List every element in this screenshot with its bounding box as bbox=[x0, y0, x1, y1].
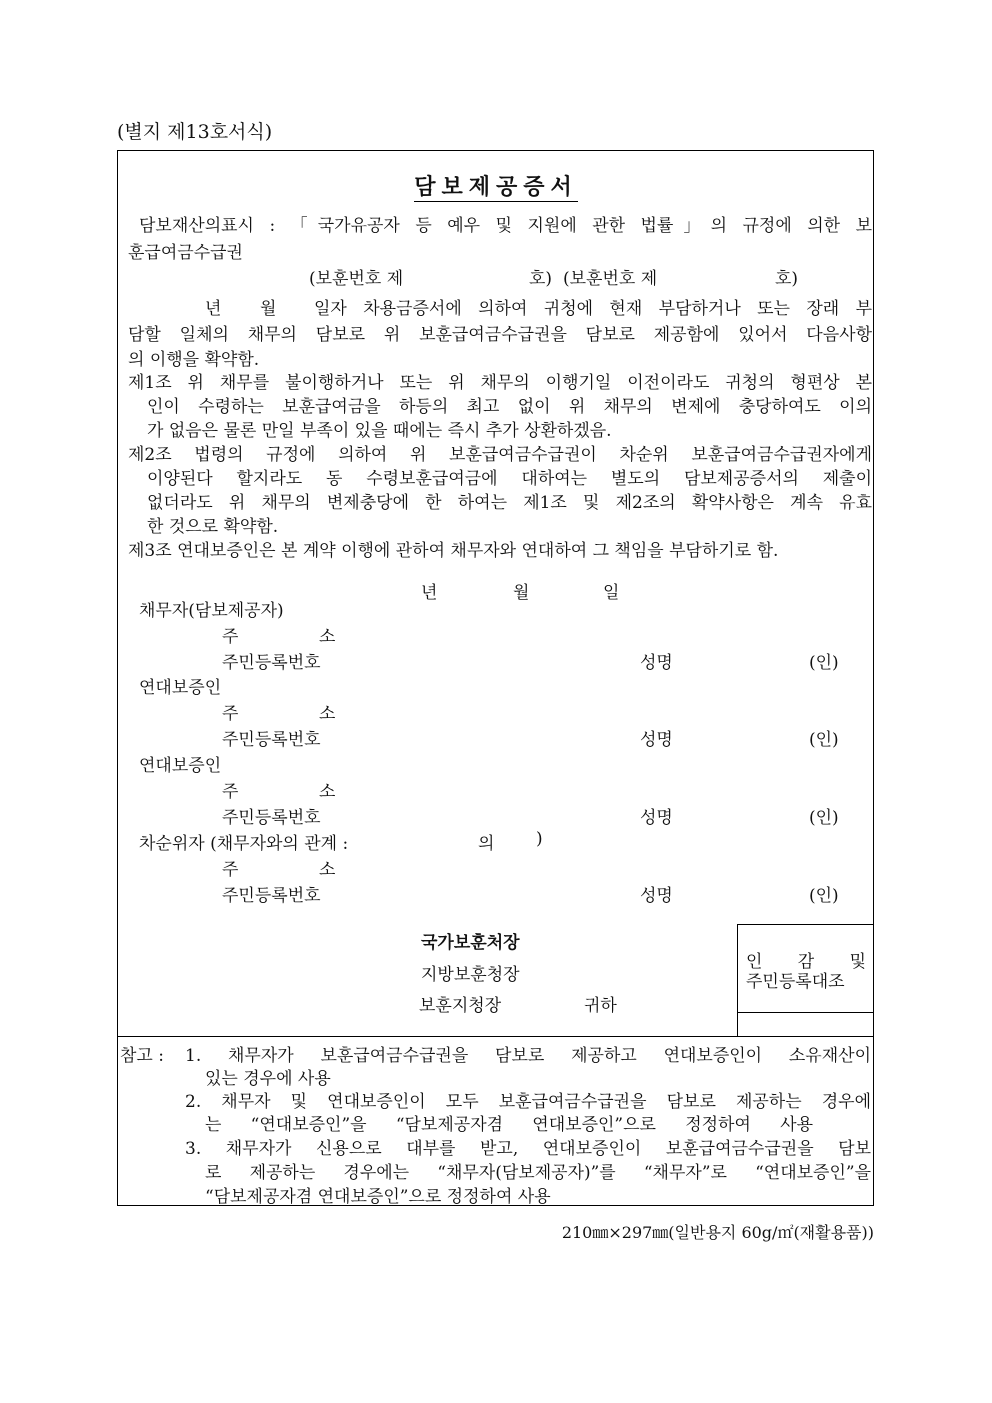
guarantor-1-address-label-b: 소 bbox=[319, 704, 336, 724]
note-3-line-1: 3. 채무자가 신용으로 대부를 받고, 연대보증인이 보훈급여금수급권을 담보 bbox=[185, 1139, 871, 1159]
note-3-line-3: “담보제공자겸 연대보증인”으로 정정하여 사용 bbox=[205, 1187, 551, 1207]
property-line-2: 훈급여금수급권 bbox=[128, 243, 243, 263]
guarantor-2-seal: (인) bbox=[809, 808, 839, 828]
guarantor-2-id-label: 주민등록번호 bbox=[222, 808, 321, 828]
next-in-line-relation-of: 의 bbox=[478, 834, 495, 854]
seal-box-mid bbox=[737, 1012, 874, 1013]
addressee-branch: 보훈지청장 bbox=[419, 996, 502, 1016]
addressee-ministry: 국가보훈처장 bbox=[421, 933, 520, 953]
note-2-line-2: 는 “연대보증인”을 “담보제공자겸 연대보증인”으로 정정하여 사용 bbox=[205, 1115, 813, 1135]
date-day: 일 bbox=[603, 583, 620, 603]
next-in-line-seal: (인) bbox=[809, 886, 839, 906]
guarantor-1-seal: (인) bbox=[809, 730, 839, 750]
date-year: 년 bbox=[421, 583, 438, 603]
paper-size-note: 210㎜×297㎜(일반용지 60g/㎡(재활용품)) bbox=[561, 1223, 874, 1242]
note-3-line-2: 로 제공하는 경우에는 “채무자(담보제공자)”를 “채무자”로 “연대보증인”을 bbox=[205, 1163, 871, 1183]
next-in-line-relation-close: ) bbox=[536, 829, 543, 849]
next-in-line-name-label: 성명 bbox=[640, 886, 673, 906]
article-1-line-3: 가 없음은 물론 만일 부족이 있을 때에는 즉시 추가 상환하겠음. bbox=[147, 421, 612, 441]
guarantor-2-name-label: 성명 bbox=[640, 808, 673, 828]
guarantor-2-address-label-a: 주 bbox=[222, 782, 239, 802]
guarantor-1-address-label-a: 주 bbox=[222, 704, 239, 724]
form-number-label: (별지 제13호서식) bbox=[117, 121, 273, 143]
addressee-regional: 지방보훈청장 bbox=[421, 965, 520, 985]
guarantor-1-name-label: 성명 bbox=[640, 730, 673, 750]
addressee-suffix: 귀하 bbox=[584, 996, 617, 1016]
article-3: 제3조 연대보증인은 본 계약 이행에 관하여 채무자와 연대하여 그 책임을 부담하기로 함. bbox=[128, 541, 779, 561]
bohun-number-b: (보훈번호 제 bbox=[563, 269, 658, 289]
bohun-number-a: (보훈번호 제 bbox=[309, 269, 404, 289]
debtor-heading: 채무자(담보제공자) bbox=[139, 601, 284, 621]
debtor-id-label: 주민등록번호 bbox=[222, 653, 321, 673]
next-in-line-address-label-b: 소 bbox=[319, 860, 336, 880]
article-2-line-3: 없더라도 위 채무의 변제충당에 한 하여는 제1조 및 제2조의 확약사항은 계속 유효 bbox=[147, 493, 872, 513]
guarantor-1-id-label: 주민등록번호 bbox=[222, 730, 321, 750]
intro-line-2: 담할 일체의 채무의 담보로 위 보훈급여금수급권을 담보로 제공함에 있어서 다음사항 bbox=[128, 325, 872, 345]
guarantor-2-heading: 연대보증인 bbox=[139, 756, 222, 776]
guarantor-2-address-label-b: 소 bbox=[319, 782, 336, 802]
debtor-seal: (인) bbox=[809, 653, 839, 673]
article-2-line-2: 이양된다 할지라도 동 수령보훈급여금에 대하여는 별도의 담보제공증서의 제출이 bbox=[147, 469, 872, 489]
article-2-line-1: 제2조 법령의 규정에 의하여 위 보훈급여금수급권이 차순위 보훈급여금수급권자에게 bbox=[128, 445, 872, 465]
debtor-address-label-a: 주 bbox=[222, 627, 239, 647]
next-in-line-id-label: 주민등록번호 bbox=[222, 886, 321, 906]
notes-separator bbox=[117, 1036, 874, 1037]
guarantor-1-heading: 연대보증인 bbox=[139, 678, 222, 698]
intro-month: 월 bbox=[260, 299, 277, 319]
note-1-line-1: 1. 채무자가 보훈급여금수급권을 담보로 제공하고 연대보증인이 소유재산이 bbox=[185, 1046, 871, 1066]
next-in-line-heading: 차순위자 (채무자와의 관계 : bbox=[139, 834, 349, 854]
notes-label: 참고 : bbox=[120, 1046, 164, 1066]
bohun-number-b-end: 호) bbox=[775, 269, 799, 289]
article-2-line-4: 한 것으로 확약함. bbox=[147, 517, 279, 537]
intro-year: 년 bbox=[205, 299, 222, 319]
next-in-line-address-label-a: 주 bbox=[222, 860, 239, 880]
note-2-line-1: 2. 채무자 및 연대보증인이 모두 보훈급여금수급권을 담보로 제공하는 경우에 bbox=[185, 1092, 871, 1112]
bohun-number-a-end: 호) bbox=[529, 269, 553, 289]
seal-box-line-2: 주민등록대조 bbox=[746, 972, 845, 992]
debtor-address-label-b: 소 bbox=[319, 627, 336, 647]
document-title: 담보제공증서 bbox=[414, 174, 578, 200]
property-line-1: 담보재산의표시 : 「국가유공자 등 예우 및 지원에 관한 법률」의 규정에 의한 보 bbox=[139, 216, 872, 236]
date-month: 월 bbox=[513, 583, 530, 603]
intro-line-3: 의 이행을 확약함. bbox=[128, 350, 260, 370]
article-1-line-2: 인이 수령하는 보훈급여금을 하등의 최고 없이 위 채무의 변제에 충당하여도 이의 bbox=[147, 397, 872, 417]
article-1-line-1: 제1조 위 채무를 불이행하거나 또는 위 채무의 이행기일 이전이라도 귀청의 형편상 본 bbox=[128, 373, 872, 393]
intro-line-1: 일자 차용금증서에 의하여 귀청에 현재 부담하거나 또는 장래 부 bbox=[314, 299, 872, 319]
debtor-name-label: 성명 bbox=[640, 653, 673, 673]
seal-box-left bbox=[737, 924, 738, 1036]
seal-box-top bbox=[737, 924, 874, 925]
seal-box-line-1: 인 감 및 bbox=[746, 952, 866, 972]
note-1-line-2: 있는 경우에 사용 bbox=[205, 1069, 331, 1089]
